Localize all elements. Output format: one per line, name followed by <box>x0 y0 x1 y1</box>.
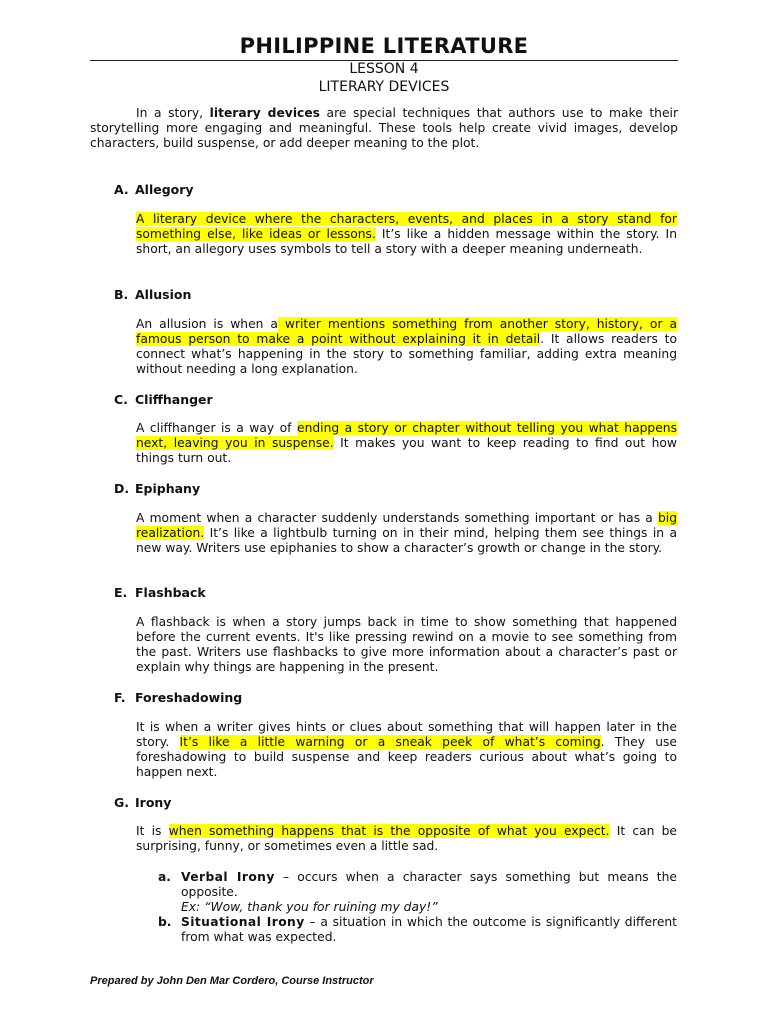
section-heading-epiphany <box>114 481 200 497</box>
intro-term: literary devices <box>209 106 320 120</box>
section-heading-flashback <box>114 585 206 601</box>
definition-epiphany <box>136 511 677 556</box>
section-letter: D. <box>114 481 130 496</box>
intro-text-start: In a story, <box>136 106 210 120</box>
section-heading-irony <box>114 795 171 811</box>
section-title: Flashback <box>135 585 206 600</box>
section-heading-allegory <box>114 182 194 198</box>
section-title: Epiphany <box>135 481 201 496</box>
irony-types-list <box>158 870 677 945</box>
term-description: – a situation in which the outcome is significantly different from what was expected. <box>181 915 678 944</box>
section-heading-foreshadowing <box>114 690 242 706</box>
lesson-number: LESSON 4 <box>349 61 419 77</box>
example-quote: Ex: “Wow, thank you for ruining my day!” <box>181 900 438 914</box>
highlighted-text: when something happens that is the opposite of what you expect. <box>168 824 610 838</box>
definition-foreshadowing <box>136 720 677 780</box>
list-letter: b. <box>158 915 172 929</box>
section-letter: B. <box>114 287 129 302</box>
definition-text: It makes you want to keep reading to find out how things turn out. <box>136 436 677 465</box>
section-letter: C. <box>114 392 128 407</box>
definition-text: It is <box>136 824 169 838</box>
definition-text: It can be surprising, funny, or sometimes even a little sad. <box>136 824 677 853</box>
highlighted-text: big realization. <box>136 511 677 540</box>
definition-text: It’s like a hidden message within the story. In short, an allegory uses symbols to tell a story with a deeper meaning underneath. <box>136 227 677 256</box>
highlighted-text: It’s like a little warning or a sneak peek of what’s coming <box>179 735 601 749</box>
definition-text: . It allows readers to connect what’s happening in the story to something familiar, adding extra meaning without needing a long explanation. <box>136 332 677 376</box>
definition-cliffhanger <box>136 421 677 466</box>
definition-text: It’s like a lightbulb turning on in their mind, helping them see things in a new way. Writers use epiphanies to show a character’s growth or change in the story. <box>136 526 677 555</box>
footer-credit: Prepared by John Den Mar Cordero, Course Instructor <box>90 975 374 987</box>
intro-text-end: are special techniques that authors use to make their storytelling more engaging and meaningful. These tools help create vivid images, develop characters, build suspense, or add deeper meaning to the plot. <box>90 106 678 150</box>
section-heading-cliffhanger <box>114 392 213 408</box>
highlighted-text: A literary device where the characters, events, and places in a story stand for something else, like ideas or lessons. <box>136 212 677 241</box>
lesson-topic: LITERARY DEVICES <box>318 79 450 95</box>
section-letter: F. <box>114 690 126 705</box>
list-letter: a. <box>158 870 171 884</box>
section-letter: A. <box>114 182 129 197</box>
term-description: – occurs when a character says something but means the opposite. <box>181 870 677 899</box>
definition-text: A moment when a character suddenly understands something important or has a <box>136 511 658 525</box>
definition-text: A cliffhanger is a way of <box>136 421 297 435</box>
definition-text: An allusion is when a <box>136 317 278 331</box>
definition-text: . They use foreshadowing to build suspense and keep readers curious about what’s going to happen next. <box>136 735 677 779</box>
list-item-situational-irony <box>158 915 677 945</box>
definition-text: A flashback is when a story jumps back in time to show something that happened before the current events. It's like pressing rewind on a movie to see something from the past. Writers use flashbacks to give more information about a character’s past or explain why things are happening in the present. <box>136 615 677 674</box>
intro-paragraph <box>90 106 678 151</box>
section-heading-allusion <box>114 287 191 303</box>
document-title: PHILIPPINE LITERATURE <box>239 34 529 58</box>
section-title: Allegory <box>135 182 194 197</box>
section-title: Irony <box>135 795 172 810</box>
highlighted-text: ending a story or chapter without telling you what happens next, leaving you in suspense. <box>136 421 678 450</box>
definition-allusion <box>136 317 677 377</box>
definition-flashback <box>136 615 677 675</box>
section-letter: E. <box>114 585 128 600</box>
section-title: Cliffhanger <box>135 392 213 407</box>
section-title: Foreshadowing <box>135 690 243 705</box>
term-verbal-irony: Verbal Irony <box>181 870 275 884</box>
section-title: Allusion <box>135 287 192 302</box>
definition-text: It is when a writer gives hints or clues about something that will happen later in the story. <box>136 720 677 749</box>
definition-allegory <box>136 212 677 257</box>
definition-irony <box>136 824 677 854</box>
term-situational-irony: Situational Irony <box>181 915 305 929</box>
highlighted-text: writer mentions something from another story, history, or a famous person to make a point without explaining it in detail <box>136 317 677 346</box>
section-letter: G. <box>114 795 130 810</box>
list-item-verbal-irony <box>158 870 677 915</box>
